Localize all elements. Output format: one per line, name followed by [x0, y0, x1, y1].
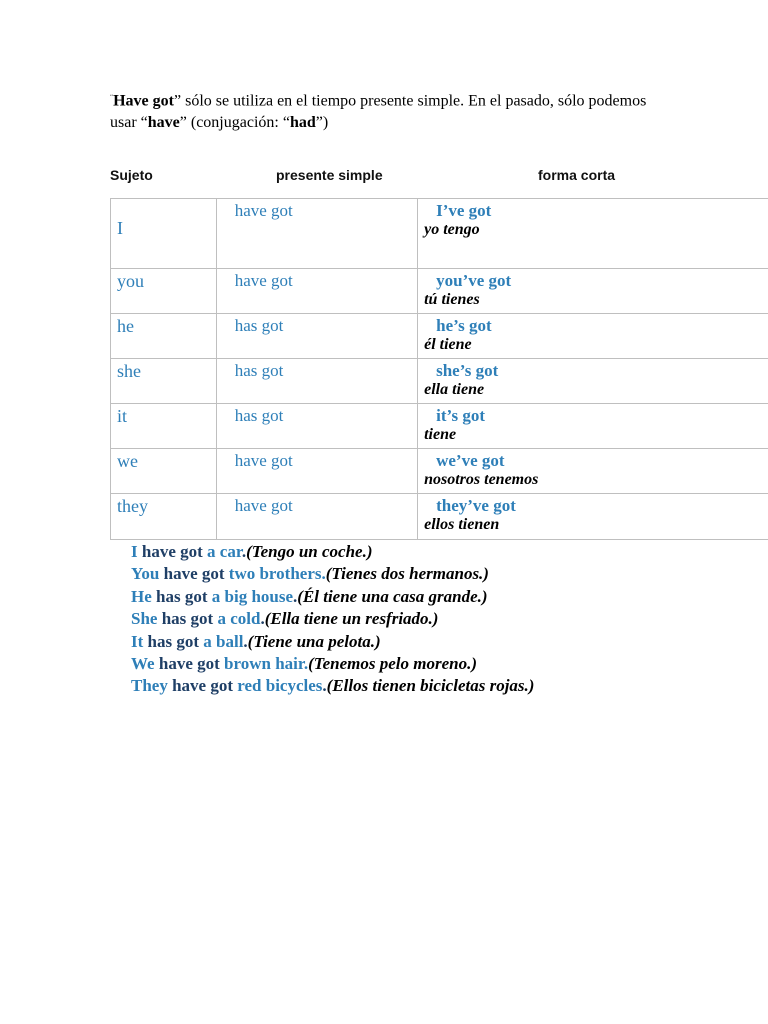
short-form-cell — [418, 494, 768, 540]
present-cell — [216, 269, 417, 314]
present-text: have got — [234, 271, 293, 290]
intro-term-have: have — [147, 114, 180, 132]
subject-cell — [111, 359, 217, 404]
example-sentence — [131, 675, 751, 697]
example-subject: I — [131, 542, 138, 561]
example-object: a cold — [217, 609, 261, 629]
present-cell — [216, 359, 417, 404]
short-form-text: they’ve got — [436, 496, 516, 515]
example-translation: (Tienes dos hermanos.) — [325, 564, 489, 584]
subject-text: we — [117, 451, 138, 471]
short-form-text: it’s got — [436, 406, 486, 425]
short-form-text: she’s got — [436, 361, 499, 380]
table-row — [111, 449, 768, 494]
subject-text: you — [117, 271, 144, 291]
table-row — [111, 494, 768, 540]
short-form-cell — [418, 404, 768, 449]
subject-cell — [111, 314, 217, 359]
present-cell — [216, 404, 417, 449]
short-form-cell — [418, 269, 768, 314]
short-form-text: you’ve got — [436, 271, 512, 290]
example-verb: have got — [163, 564, 225, 584]
example-object: a car — [207, 542, 242, 561]
example-translation: (Tengo un coche.) — [246, 542, 373, 561]
example-punct: . — [260, 609, 265, 629]
example-sentence — [131, 631, 751, 653]
subject-cell — [111, 269, 217, 314]
short-form-text: I’ve got — [436, 201, 492, 220]
example-subject: You — [131, 564, 160, 584]
table-row — [111, 199, 768, 269]
present-cell — [216, 199, 417, 269]
example-verb: have got — [158, 654, 220, 674]
header-presente-simple: presente simple — [276, 167, 383, 183]
intro-term-have-got: Have got — [113, 92, 174, 110]
conjugation-table — [110, 198, 768, 540]
example-sentence — [131, 541, 751, 563]
present-cell — [216, 449, 417, 494]
translation-text: él tiene — [424, 336, 472, 353]
subject-text: they — [117, 496, 148, 516]
examples-list — [131, 541, 751, 698]
example-sentence — [131, 586, 751, 608]
example-punct: . — [293, 586, 298, 606]
table-row — [111, 359, 768, 404]
translation-text: nosotros tenemos — [424, 471, 539, 488]
example-subject: They — [131, 676, 168, 696]
table-row — [111, 404, 768, 449]
short-form-cell — [418, 314, 768, 359]
example-translation: (Él tiene una casa grande.) — [297, 586, 488, 606]
translation-text: tú tienes — [424, 291, 480, 308]
translation-text: ella tiene — [424, 381, 485, 398]
subject-cell — [111, 449, 217, 494]
example-sentence — [131, 563, 751, 585]
intro-text-3: ”) — [315, 114, 329, 132]
short-form-cell — [418, 359, 768, 404]
example-object: red bicycles — [237, 676, 323, 696]
example-translation: (Ellos tienen bicicletas rojas.) — [326, 676, 535, 696]
example-subject: He — [131, 586, 152, 606]
example-verb: has got — [156, 586, 208, 606]
intro-text-1: ” sólo se utiliza en el tiempo presente simple. En el pasado, sólo podemos usar “ — [110, 92, 647, 132]
translation-text: tiene — [424, 426, 457, 443]
present-text: have got — [234, 201, 293, 220]
example-translation: (Ella tiene un resfriado.) — [264, 609, 439, 629]
example-translation: (Tenemos pelo moreno.) — [308, 654, 478, 674]
present-cell — [216, 314, 417, 359]
example-verb: has got — [161, 609, 214, 629]
example-punct: . — [241, 542, 247, 561]
present-text: have got — [234, 496, 293, 515]
example-subject: She — [131, 609, 158, 629]
example-subject: We — [131, 654, 155, 674]
example-punct: . — [322, 676, 327, 696]
intro-paragraph — [110, 86, 670, 134]
header-sujeto: Sujeto — [110, 167, 153, 183]
table-row — [111, 269, 768, 314]
subject-text: he — [117, 316, 134, 336]
subject-cell — [111, 199, 217, 269]
intro-term-had: had — [289, 114, 316, 132]
example-object: a ball — [203, 631, 244, 651]
example-verb: have got — [141, 542, 203, 561]
translation-text: ellos tienen — [424, 516, 500, 533]
present-text: has got — [234, 406, 284, 425]
intro-text-2: ” (conjugación: “ — [179, 114, 290, 132]
present-text: have got — [234, 451, 293, 470]
example-punct: . — [243, 631, 248, 651]
short-form-text: he’s got — [436, 316, 492, 335]
example-object: two brothers. — [228, 564, 326, 584]
subject-text: she — [117, 361, 141, 381]
subject-text: it — [117, 406, 128, 426]
example-object: a big house — [211, 586, 294, 606]
example-sentence — [131, 608, 751, 630]
subject-cell — [111, 494, 217, 540]
example-sentence — [131, 653, 751, 675]
example-verb: has got — [147, 631, 200, 651]
subject-text: I — [117, 218, 123, 238]
table-row — [111, 314, 768, 359]
translation-text: yo tengo — [424, 221, 480, 238]
example-translation: (Tiene una pelota.) — [247, 631, 381, 651]
example-verb: have got — [172, 676, 234, 696]
present-text: has got — [234, 361, 284, 380]
short-form-text: we’ve got — [436, 451, 505, 470]
subject-cell — [111, 404, 217, 449]
example-subject: It — [131, 631, 144, 651]
short-form-cell — [418, 449, 768, 494]
intro-open-quote: “ — [110, 93, 114, 101]
example-object: brown hair. — [224, 654, 309, 674]
header-forma-corta: forma corta — [538, 167, 616, 183]
short-form-cell — [418, 199, 768, 269]
present-text: has got — [234, 316, 284, 335]
present-cell — [216, 494, 417, 540]
